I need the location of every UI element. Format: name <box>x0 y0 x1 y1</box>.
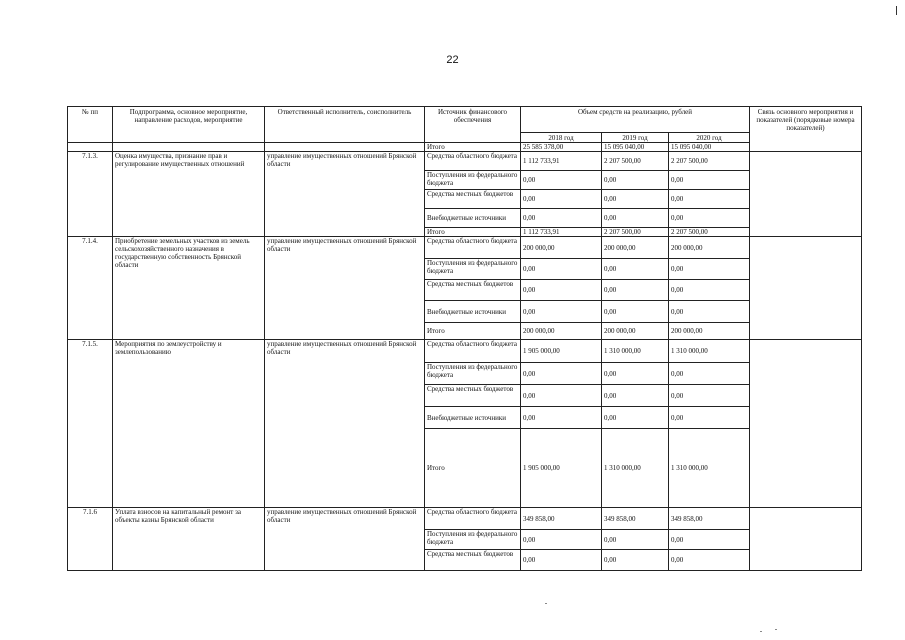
value-cell: 0,00 <box>669 407 750 429</box>
value-cell: 0,00 <box>521 171 602 190</box>
header-row <box>68 107 862 133</box>
total-label: Итого <box>425 429 521 508</box>
value-cell: 1 905 000,00 <box>521 340 602 363</box>
top-total-2018: 25 585 378,00 <box>521 143 602 152</box>
item-num: 7.1.4. <box>68 237 113 340</box>
value-cell: 0,00 <box>669 530 750 550</box>
header-num: № пп <box>68 107 113 143</box>
total-value: 2 207 500,00 <box>602 228 669 237</box>
link-cell <box>750 508 862 571</box>
item-num: 7.1.6 <box>68 508 113 571</box>
value-cell: 0,00 <box>602 363 669 385</box>
total-value: 1 905 000,00 <box>521 429 602 508</box>
total-label: Итого <box>425 323 521 340</box>
value-cell: 0,00 <box>521 530 602 550</box>
value-cell: 349 858,00 <box>669 508 750 530</box>
value-cell: 349 858,00 <box>602 508 669 530</box>
item-name: Приобретение земельных участков из земель сельскохозяйственного назначения в государственную собственность Брянской области <box>113 237 265 340</box>
value-cell: 0,00 <box>521 301 602 323</box>
value-cell: 0,00 <box>602 550 669 571</box>
item-executor: управление имущественных отношений Брянской области <box>265 152 425 237</box>
total-value: 1 310 000,00 <box>602 429 669 508</box>
link-cell <box>750 237 862 340</box>
value-cell: 0,00 <box>602 301 669 323</box>
top-total-label: Итого <box>425 143 521 152</box>
source-cell: Поступления из федерального бюджета <box>425 171 521 190</box>
value-cell: 0,00 <box>669 209 750 228</box>
value-cell: 0,00 <box>602 171 669 190</box>
item-executor: управление имущественных отношений Брянской области <box>265 340 425 508</box>
scan-speck <box>545 603 547 604</box>
value-cell: 349 858,00 <box>521 508 602 530</box>
value-cell: 0,00 <box>521 209 602 228</box>
value-cell: 0,00 <box>521 363 602 385</box>
value-cell: 2 207 500,00 <box>602 152 669 171</box>
total-value: 2 207 500,00 <box>669 228 750 237</box>
value-cell: 0,00 <box>669 363 750 385</box>
value-cell: 2 207 500,00 <box>669 152 750 171</box>
scan-speck <box>775 629 777 630</box>
value-cell: 0,00 <box>521 550 602 571</box>
value-cell: 1 310 000,00 <box>602 340 669 363</box>
total-value: 200 000,00 <box>602 323 669 340</box>
source-cell: Средства местных бюджетов <box>425 550 521 571</box>
top-total-2019: 15 095 040,00 <box>602 143 669 152</box>
total-value: 1 310 000,00 <box>669 429 750 508</box>
item-executor: управление имущественных отношений Брянской области <box>265 237 425 340</box>
value-cell: 0,00 <box>669 301 750 323</box>
source-cell: Поступления из федерального бюджета <box>425 530 521 550</box>
value-cell: 200 000,00 <box>602 237 669 259</box>
value-cell: 0,00 <box>521 407 602 429</box>
header-executor: Ответственный исполнитель, соисполнитель <box>265 107 425 143</box>
page-number: 22 <box>446 54 459 66</box>
source-cell: Средства местных бюджетов <box>425 280 521 301</box>
item-num: 7.1.5. <box>68 340 113 508</box>
source-cell: Средства областного бюджета <box>425 508 521 530</box>
total-value: 200 000,00 <box>669 323 750 340</box>
source-cell: Внебюджетные источники <box>425 407 521 429</box>
value-cell: 200 000,00 <box>521 237 602 259</box>
scan-edge-mark <box>896 6 897 15</box>
source-cell: Поступления из федерального бюджета <box>425 259 521 280</box>
item-num: 7.1.3. <box>68 152 113 237</box>
item-name: Оценка имущества, признание прав и регулирование имущественных отношений <box>113 152 265 237</box>
value-cell: 0,00 <box>669 385 750 407</box>
value-cell: 0,00 <box>602 280 669 301</box>
value-cell: 0,00 <box>521 259 602 280</box>
value-cell: 0,00 <box>521 280 602 301</box>
table-row <box>68 340 862 363</box>
value-cell: 0,00 <box>669 171 750 190</box>
top-total-row <box>68 143 862 152</box>
value-cell: 0,00 <box>669 259 750 280</box>
total-label: Итого <box>425 228 521 237</box>
value-cell: 0,00 <box>602 385 669 407</box>
source-cell: Средства областного бюджета <box>425 340 521 363</box>
source-cell: Средства местных бюджетов <box>425 385 521 407</box>
header-subprogram: Подпрограмма, основное мероприятие, направление расходов, мероприятие <box>113 107 265 143</box>
header-year-2019: 2019 год <box>602 133 669 143</box>
value-cell: 200 000,00 <box>669 237 750 259</box>
table-row <box>68 237 862 259</box>
header-link: Связь основного мероприятия и показателей (порядковые номера показателей) <box>750 107 862 152</box>
source-cell: Поступления из федерального бюджета <box>425 363 521 385</box>
value-cell: 1 112 733,91 <box>521 152 602 171</box>
table-row <box>68 152 862 171</box>
top-total-2020: 15 095 040,00 <box>669 143 750 152</box>
value-cell: 0,00 <box>602 530 669 550</box>
source-cell: Средства местных бюджетов <box>425 190 521 209</box>
value-cell: 0,00 <box>602 209 669 228</box>
header-volume: Объем средств на реализацию, рублей <box>521 107 750 133</box>
value-cell: 0,00 <box>521 385 602 407</box>
header-year-2020: 2020 год <box>669 133 750 143</box>
value-cell: 0,00 <box>521 190 602 209</box>
item-name: Уплата взносов на капитальный ремонт за объекты казны Брянской области <box>113 508 265 571</box>
item-executor: управление имущественных отношений Брянской области <box>265 508 425 571</box>
link-cell <box>750 340 862 508</box>
header-year-2018: 2018 год <box>521 133 602 143</box>
source-cell: Внебюджетные источники <box>425 301 521 323</box>
source-cell: Внебюджетные источники <box>425 209 521 228</box>
value-cell: 0,00 <box>669 280 750 301</box>
header-source: Источник финансового обеспечения <box>425 107 521 143</box>
item-name: Мероприятия по землеустройству и землепользованию <box>113 340 265 508</box>
value-cell: 0,00 <box>602 190 669 209</box>
source-cell: Средства областного бюджета <box>425 152 521 171</box>
link-cell <box>750 152 862 237</box>
total-value: 200 000,00 <box>521 323 602 340</box>
value-cell: 0,00 <box>669 550 750 571</box>
value-cell: 0,00 <box>602 259 669 280</box>
table-row <box>68 508 862 530</box>
scan-speck <box>760 631 762 632</box>
value-cell: 1 310 000,00 <box>669 340 750 363</box>
total-value: 1 112 733,91 <box>521 228 602 237</box>
value-cell: 0,00 <box>602 407 669 429</box>
source-cell: Средства областного бюджета <box>425 237 521 259</box>
budget-table <box>67 106 862 571</box>
value-cell: 0,00 <box>669 190 750 209</box>
